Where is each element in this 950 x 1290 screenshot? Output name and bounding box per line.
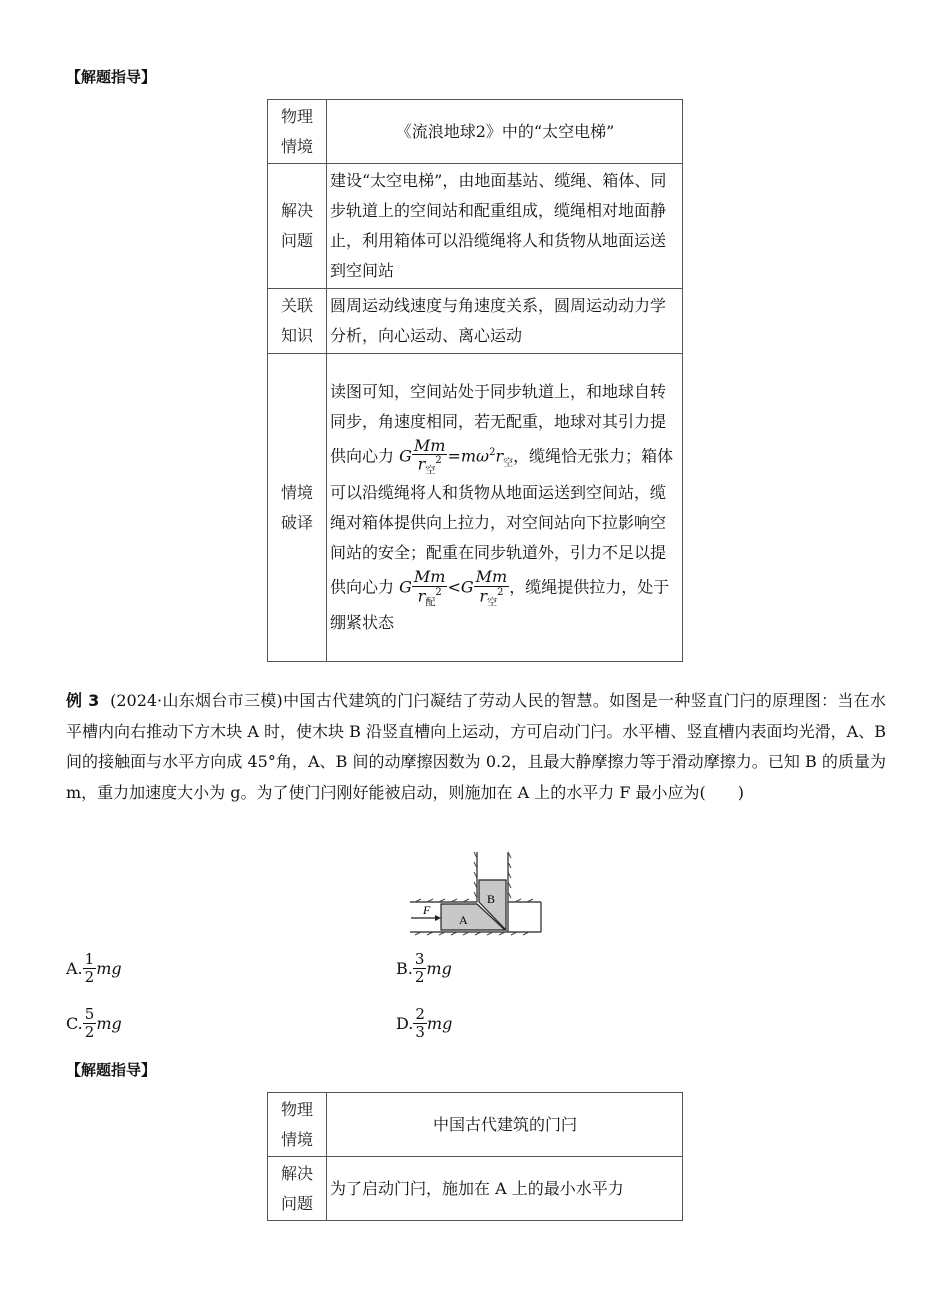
text-part-2: ，缆绳恰无张力；箱体可以沿缆绳将人和货物从地面运送到空间站，缆绳对箱体提供向上拉力，对空间站向下拉影响空间站的安全；配重在同步轨道外，引力不足以提供向心力 — [330, 446, 674, 597]
row-label — [268, 100, 327, 164]
r-symbol: r — [479, 586, 488, 606]
table-row — [268, 354, 683, 662]
block-a-label: A — [459, 913, 468, 927]
numerator: 1 — [84, 950, 95, 968]
row-label: 解决 问题 — [268, 1157, 327, 1221]
guide-table-1 — [267, 99, 683, 662]
problem-source: (2024·山东烟台市三模) — [110, 691, 283, 710]
option-fraction — [413, 951, 427, 985]
force-label: F — [423, 903, 431, 917]
formula-G: G — [399, 446, 412, 466]
subscript: 空 — [425, 465, 436, 477]
denominator: 2 — [84, 967, 95, 986]
row-text: 圆周运动线速度与角速度关系，圆周运动动力学分析，向心运动、离心运动 — [327, 289, 683, 354]
denominator — [412, 587, 448, 609]
superscript: 2 — [435, 586, 442, 598]
row-text: 中国古代建筑的门闩 — [327, 1093, 683, 1157]
formula-G: G — [399, 577, 412, 597]
superscript: 2 — [489, 446, 496, 458]
numerator: 3 — [414, 950, 425, 968]
option-unit: mg — [426, 1013, 453, 1033]
table-row — [268, 1093, 683, 1157]
row-text — [327, 354, 683, 662]
option-fraction — [83, 1006, 97, 1040]
table-row — [268, 289, 683, 354]
table-row — [268, 100, 683, 164]
formula-fraction-pei — [412, 568, 448, 608]
guide-table-2 — [267, 1092, 683, 1221]
text-part-1: 读图可知，空间站处于同步轨道上，和地球自转同步，角速度相同，若无配重，地球对其引力提供向心力 — [330, 381, 667, 466]
formula-eq: =mω — [447, 446, 490, 466]
subscript: 空 — [503, 457, 514, 469]
formula-G: G — [460, 577, 474, 597]
denominator: 2 — [84, 1022, 95, 1041]
row-text: 《流浪地球2》中的“太空电梯” — [327, 100, 683, 164]
text-part-3: ，缆绳提供拉力，处于绷紧状态 — [330, 577, 670, 633]
numerator: 2 — [415, 1005, 425, 1023]
block-b-label: B — [487, 892, 496, 906]
row-label: 情境 破译 — [268, 354, 327, 662]
option-unit: mg — [96, 958, 122, 978]
label-line: 物理 — [280, 106, 313, 126]
table-row — [268, 1157, 683, 1221]
numerator: 5 — [84, 1005, 95, 1023]
row-text: 为了启动门闩，施加在 A 上的最小水平力 — [327, 1157, 683, 1221]
option-fraction — [83, 951, 97, 985]
numerator: Mm — [413, 435, 446, 455]
problem-statement — [66, 686, 886, 808]
row-label: 解决 问题 — [268, 164, 327, 289]
r-symbol: r — [495, 446, 504, 466]
superscript: 2 — [435, 455, 442, 467]
option-c[interactable] — [66, 1006, 122, 1040]
denominator — [474, 587, 510, 609]
numerator: Mm — [475, 567, 508, 587]
problem-text: 中国古代建筑的门闩凝结了劳动人民的智慧。如图是一种竖直门闩的原理图：当在水平槽内向右推动下方木块 A 时，使木块 B 沿竖直槽向上运动，方可启动门闩。水平槽、竖直槽内表面均光滑，A、B 间的接触面与水平方向成 45°角，A、B 间的动摩擦因数为 0.2，且最大静摩擦力等于滑动摩擦力。已知 B 的质量为 m，重力加速度大小为 g。为了使门闩刚好能被启动，则施加在 A 上的水平力 F 最小应为( ) — [66, 691, 886, 802]
table-row — [268, 164, 683, 289]
problem-label: 例 3 — [66, 691, 100, 710]
option-letter: D. — [396, 1013, 414, 1033]
denominator: 3 — [415, 1022, 425, 1041]
superscript: 2 — [497, 586, 504, 598]
numerator: Mm — [413, 567, 446, 587]
row-label: 物理 情境 — [268, 1093, 327, 1157]
subscript: 配 — [425, 597, 436, 609]
row-text: 建设“太空电梯”，由地面基站、缆绳、箱体、同步轨道上的空间站和配重组成，缆绳相对地面静止，利用箱体可以沿缆绳将人和货物从地面运送到空间站 — [327, 164, 683, 289]
arrowhead-icon — [435, 915, 441, 921]
option-unit: mg — [96, 1013, 122, 1033]
door-latch-diagram — [405, 850, 545, 936]
option-unit: mg — [426, 958, 452, 978]
option-letter: C. — [66, 1013, 83, 1033]
option-letter: A. — [66, 958, 83, 978]
r-symbol: r — [417, 586, 426, 606]
row-label: 关联 知识 — [268, 289, 327, 354]
less-than: < — [447, 577, 461, 597]
option-d[interactable] — [396, 1006, 452, 1040]
option-letter: B. — [396, 958, 413, 978]
formula-fraction-kong-2 — [474, 568, 510, 608]
r-symbol: r — [417, 454, 426, 474]
label-line: 情境 — [280, 136, 313, 156]
formula-fraction-kong — [412, 437, 448, 477]
option-a[interactable] — [66, 951, 122, 985]
subscript: 空 — [487, 597, 498, 609]
denominator: 2 — [414, 967, 425, 986]
denominator — [412, 455, 448, 477]
heading-solution-guide-2: 【解题指导】 — [66, 1061, 157, 1079]
heading-solution-guide-1: 【解题指导】 — [66, 68, 157, 86]
option-fraction — [413, 1006, 427, 1040]
option-b[interactable] — [396, 951, 452, 985]
